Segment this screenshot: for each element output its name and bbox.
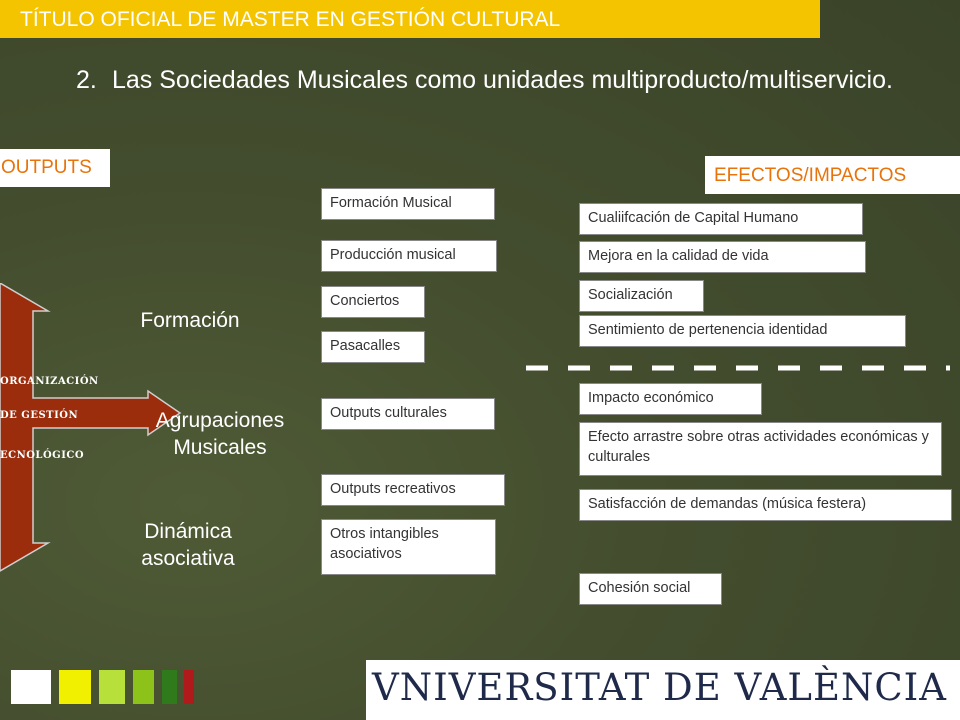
color-swatch-yellow [59, 670, 91, 704]
effect-box: Satisfacción de demandas (música festera) [579, 489, 952, 521]
label-agrupaciones-musicales: Agrupaciones Musicales [155, 409, 285, 459]
output-box: Outputs recreativos [321, 474, 505, 506]
color-swatch-lime [99, 670, 125, 704]
output-box: Formación Musical [321, 188, 495, 220]
color-swatch-green [133, 670, 154, 704]
cross-label-gestion: DE GESTIÓN [0, 410, 79, 421]
effect-box: Mejora en la calidad de vida [579, 241, 866, 273]
dashed-separator [520, 360, 960, 376]
output-box: Conciertos [321, 286, 425, 318]
university-logo [366, 660, 960, 720]
effect-box: Socialización [579, 280, 704, 312]
label-formacion: Formación [140, 309, 240, 332]
output-box: Pasacalles [321, 331, 425, 363]
effect-box: Impacto económico [579, 383, 762, 415]
course-title-bar [0, 0, 820, 38]
effect-box: Sentimiento de pertenencia identidad [579, 315, 906, 347]
color-swatch-dark-green [162, 670, 177, 704]
slide-heading [76, 66, 893, 95]
effects-header: EFECTOS/IMPACTOS [705, 156, 960, 194]
output-box: Otros intangibles asociativos [321, 519, 496, 575]
effect-box: Efecto arrastre sobre otras actividades económicas y culturales [579, 422, 942, 476]
cross-label-organizacion: ORGANIZACIÓN [0, 376, 99, 387]
output-box: Outputs culturales [321, 398, 495, 430]
effect-box: Cualiifcación de Capital Humano [579, 203, 863, 235]
color-swatch-white [11, 670, 51, 704]
university-logo-text: VNIVERSITAT DE VALÈNCIA [372, 666, 948, 709]
output-box: Producción musical [321, 240, 497, 272]
label-dinamica-asociativa: Dinámica asociativa [141, 520, 235, 570]
color-swatch-red [184, 670, 194, 704]
effect-box: Cohesión social [579, 573, 722, 605]
slide-number: 2. [76, 66, 97, 94]
outputs-header: OUTPUTS [0, 149, 110, 187]
cross-label-tecnologico: ECNOLÓGICO [0, 450, 85, 461]
course-title: TÍTULO OFICIAL DE MASTER EN GESTIÓN CULTURAL [20, 8, 561, 31]
slide-heading-text: Las Sociedades Musicales como unidades multiproducto/multiservicio. [112, 66, 893, 94]
